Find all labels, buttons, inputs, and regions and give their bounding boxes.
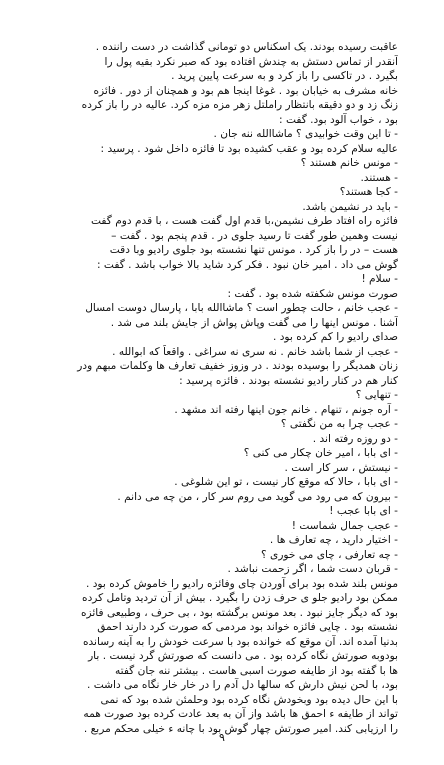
text-line: بدنیا آمده اند. آن موقع که خوانده بود با سرعت خودش را به آینه رسانده <box>82 635 398 648</box>
text-line: هست – در را باز کرد . مونس تنها نشسته بود جلوی رادیو وبا دقت <box>109 244 398 256</box>
text-line: بود ، خواب آلود بود. گفت : <box>279 113 398 126</box>
text-line: کنار هم در کنار رادیو نشسته بودند . فائزه پرسید : <box>179 374 398 387</box>
text-line: - کجا هستند؟ <box>339 186 398 198</box>
text-line: تواند از طایفه ء احمق ها باشد واز آن به بعد عادت کرده بود صورت همه <box>83 708 398 720</box>
text-line: - ای بابا ، حالا که موقع کار نیست ، تو این شلوغی . <box>174 476 398 488</box>
page-number: ۹ <box>219 731 225 744</box>
text-line: - چه تعارفی ، چای می خوری ؟ <box>261 548 398 561</box>
text-line: گوش می داد . امیر خان نبود . فکر کرد شاید بالا خواب باشد . گفت : <box>97 258 398 271</box>
text-line: - عجب خانم ، حالت چطور است ؟ ماشاالله بابا ، پارسال دوست امسال <box>85 302 398 314</box>
text-line: - بیرون که می رود می گوید می روم سر کار ، من چه می دانم . <box>117 490 398 503</box>
text-line: - دو روزه رفته اند . <box>312 432 398 445</box>
text-line: نشسته بود . چایی فائزه خواند بود مردمی که صورت کرد دارند احمق <box>97 621 398 633</box>
text-line: - هستند. <box>360 171 398 184</box>
text-line: عالیه سلام کرده بود و عقب کشیده بود تا فائزه داخل شود . پرسید : <box>100 142 398 155</box>
text-line: بودوبه صورتش نگاه کرده بود . می دانست که صورتش گرد نیست . بار <box>88 650 398 662</box>
text-line: بود، با لحن نیش دارش که سالها دل آدم را در خار خار نگاه می داشت . <box>87 679 398 691</box>
text-line: - نیستش ، سر کار است . <box>284 461 398 474</box>
text-line: بگیرد . در تاکسی را باز کرد و به سرعت پایین پرید . <box>171 70 398 82</box>
text-line: - ای بابا ، امیر خان چکار می کنی ؟ <box>243 447 398 459</box>
text-line: - اختیار دارید ، چه تعارف ها . <box>269 534 398 546</box>
text-line: - سلام ! <box>361 273 398 285</box>
text-line: زنگ زد و دو دقیقه بانتظار راملتل زهر مزه مزه کرد. عالیه در را باز کرده <box>81 99 398 111</box>
text-line: آنقدر از تماس دستش به چندش افتاده بود که صبر نکرد بقیه پول را <box>104 55 398 68</box>
text-line: خانه مشرف به خیابان بود . غوغا اینجا هم بود و همچنان از دور . فائزه <box>93 84 398 97</box>
text-line: را ارزیابی کند. امیر صورتش چهار گوش بود با چانه ء خیلی محکم مربع . <box>83 722 398 735</box>
text-line: عاقبت رسیده بودند. یک اسکناس دو تومانی گذاشت در دست راننده . <box>95 41 398 53</box>
text-line: - عجب از شما باشد خانم . نه سری نه سراغی . واقعاً که ابوالله . <box>112 345 398 358</box>
text-line: - مونس خانم هستند ؟ <box>300 157 398 169</box>
body-text <box>40 40 398 736</box>
text-line: ها با گفته بود از طایفه صورت اسبی هاست . بیشتر ننه جان گفته <box>114 664 398 677</box>
text-line: صدای رادیو را کم کرده بود . <box>272 331 398 343</box>
text-line: مونس بلند شده بود برای آوردن چای وفائزه رادیو را خاموش کرده بود . <box>85 577 398 590</box>
text-line: - عجب جمال شماست ! <box>291 519 398 532</box>
text-line: بود که دیگر جایز نبود . بعد مونس برگشته بود ، بی حرف ، وطبیعی فائزه <box>80 606 398 619</box>
text-line: - تا این وقت خوابیدی ؟ ماشاالله ننه جان . <box>213 128 398 140</box>
text-line: - باید در نشیمن باشد. <box>302 200 398 213</box>
text-line: - آره جونم ، تنهام . خانم جون اینها رفته اند مشهد . <box>174 403 398 416</box>
text-line: - تنهایی ؟ <box>355 389 398 401</box>
text-line: ممکن بود رادیو جلو ی حرف زدن را بگیرد . بیش از آن تردید وتامل کرده <box>82 592 398 604</box>
text-line: نیست وهمین طور گفت تا رسید جلوی در . قدم پنجم بود . گفت – <box>111 229 398 242</box>
text-line: با این حال دیده بود وبخودش نگاه کرده بود وحلمئن شده بود که نمی <box>100 693 398 706</box>
text-line: زنان همدیگر را بوسیده بودند . در وزوز خفیف تعارف ها وکلمات مبهم ودر <box>77 360 398 372</box>
text-line: - قربان دست شما ، اگر زحمت نباشد . <box>227 563 398 575</box>
text-line: فائزه راه افتاد طرف نشیمن،با قدم اول گفت هست ، با قدم دوم گفت <box>91 215 398 227</box>
text-line: آشنا . مونس اینها را می گفت وپاش پواش از جایش بلند می شد . <box>110 316 398 329</box>
text-line: - عجب چرا به من نگفتی ؟ <box>280 418 398 430</box>
text-line: صورت مونس شکفته شده بود . گفت : <box>227 287 398 300</box>
text-line: - ای بابا عجب ! <box>329 505 398 517</box>
